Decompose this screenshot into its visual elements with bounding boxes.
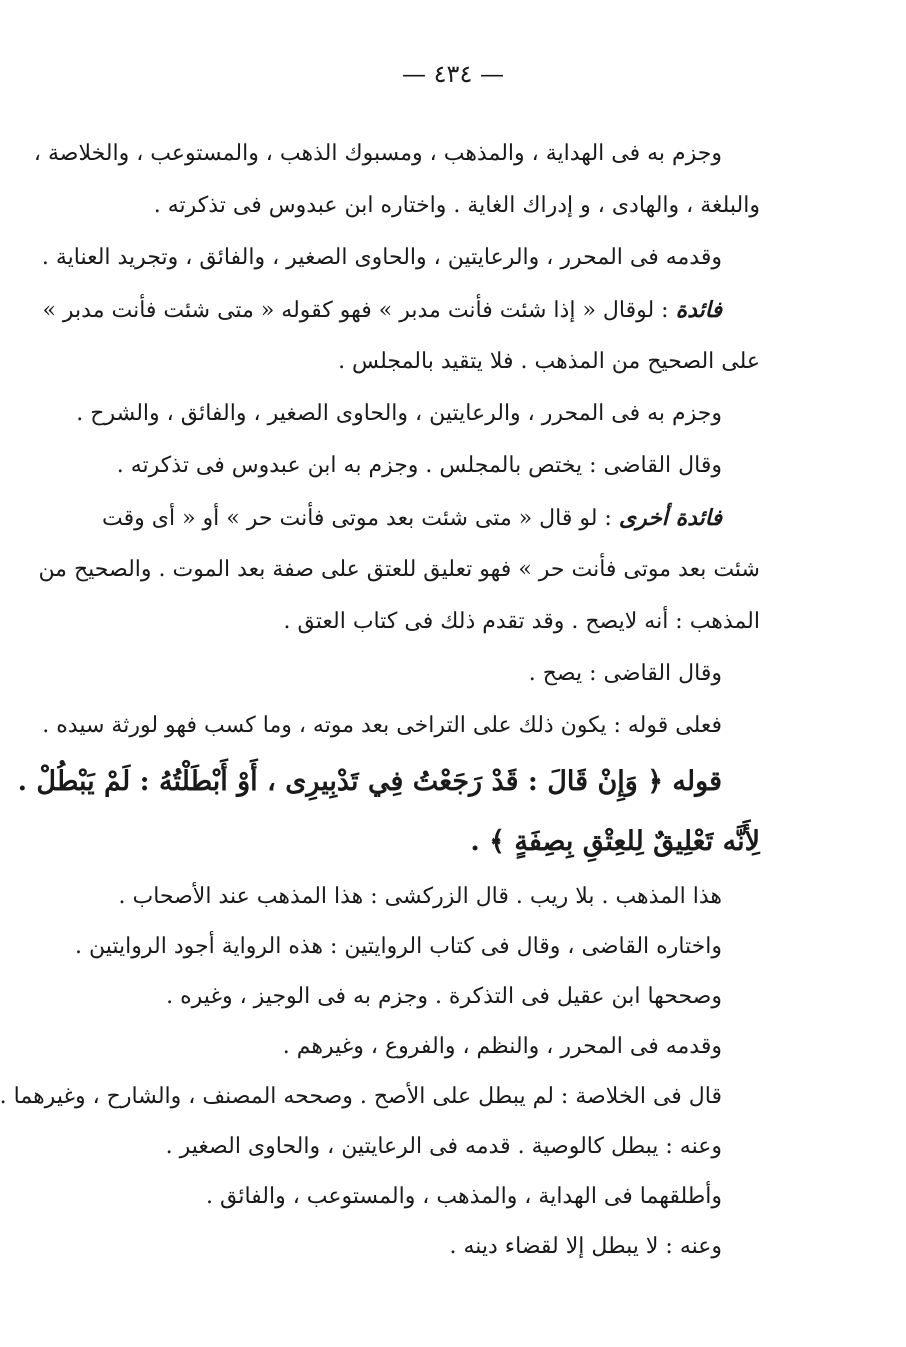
page-body (0, 128, 760, 1272)
line-text: وقال القاضى : يختص بالمجلس . وجزم به ابن عبدوس فى تذكرته . (116, 453, 722, 478)
line-text: هذا المذهب . بلا ريب . قال الزركشى : هذا المذهب عند الأصحاب . (118, 884, 722, 909)
text-line (42, 700, 760, 752)
text-line (108, 1122, 760, 1172)
line-text: وجزم به فى الهداية ، والمذهب ، ومسبوك الذهب ، والمستوعب ، والخلاصة ، (33, 141, 722, 166)
text-line (0, 1072, 760, 1122)
line-text: : لو قال « متى شئت بعد موتى فأنت حر » أو « أى وقت (102, 506, 619, 531)
quoted-heading-line: قوله ﴿ وَإِنْ قَالَ : قَدْ رَجَعْتُ فِي تَدْبِيرِى ، أَوْ أَبْطَلْتُهُ : لَمْ يَبْطُلْ . (17, 766, 722, 797)
note-label: فائدة أخرى (618, 505, 722, 531)
line-text: المذهب : أنه لايصح . وقد تقدم ذلك فى كتاب العتق . (283, 609, 760, 634)
text-line (108, 972, 760, 1022)
quoted-heading-line: لِأَنَّه تَعْلِيقٌ لِلعِتْقِ بِصِفَةٍ ﴾ . (470, 826, 760, 857)
text-line (108, 648, 760, 700)
text-line (102, 492, 760, 544)
line-text: وأطلقهما فى الهداية ، والمذهب ، والمستوعب ، والفائق . (205, 1184, 722, 1209)
line-text: وجزم به فى المحرر ، والرعايتين ، والحاوى الصغير ، والفائق ، والشرح . (76, 401, 722, 426)
line-text: وقدمه فى المحرر ، والرعايتين ، والحاوى الصغير ، والفائق ، وتجريد العناية . (41, 245, 722, 270)
page-number: — ٤٣٤ — (402, 60, 504, 88)
line-text: وقال القاضى : يصح . (528, 661, 722, 686)
line-text: قال فى الخلاصة : لم يبطل على الأصح . وصححه المصنف ، والشارح ، وغيرهما . (0, 1084, 722, 1109)
line-text: وعنه : يبطل كالوصية . قدمه فى الرعايتين ، والحاوى الصغير . (165, 1134, 722, 1159)
text-line (108, 440, 760, 492)
text-line (108, 872, 760, 922)
text-line (41, 232, 760, 284)
text-line (38, 544, 760, 596)
text-line (75, 922, 760, 972)
text-line (76, 388, 760, 440)
text-line (108, 180, 760, 232)
line-text: واختاره القاضى ، وقال فى كتاب الروايتين : هذه الرواية أجود الروايتين . (75, 934, 722, 959)
line-text: : لوقال « إذا شئت فأنت مدبر » فهو كقوله « متى شئت فأنت مدبر » (42, 298, 676, 323)
line-text: وصححها ابن عقيل فى التذكرة . وجزم به فى الوجيز ، وغيره . (166, 984, 722, 1009)
text-line (108, 1222, 760, 1272)
line-text: وعنه : لا يبطل إلا لقضاء دينه . (449, 1234, 722, 1259)
text-line (42, 284, 760, 336)
line-text: على الصحيح من المذهب . فلا يتقيد بالمجلس . (338, 349, 760, 374)
line-text: شئت بعد موتى فأنت حر » فهو تعليق للعتق على صفة بعد الموت . والصحيح من (38, 557, 760, 582)
text-line (108, 596, 760, 648)
line-text: والبلغة ، والهادى ، و إدراك الغاية . واختاره ابن عبدوس فى تذكرته . (153, 193, 760, 218)
note-label: فائدة (675, 297, 722, 323)
text-line (33, 128, 760, 180)
line-text: فعلى قوله : يكون ذلك على التراخى بعد موته ، وما كسب فهو لورثة سيده . (42, 713, 722, 738)
text-line (108, 336, 760, 388)
line-text: وقدمه فى المحرر ، والنظم ، والفروع ، وغيرهم . (282, 1034, 722, 1059)
text-line (108, 1022, 760, 1072)
text-line (108, 1172, 760, 1222)
